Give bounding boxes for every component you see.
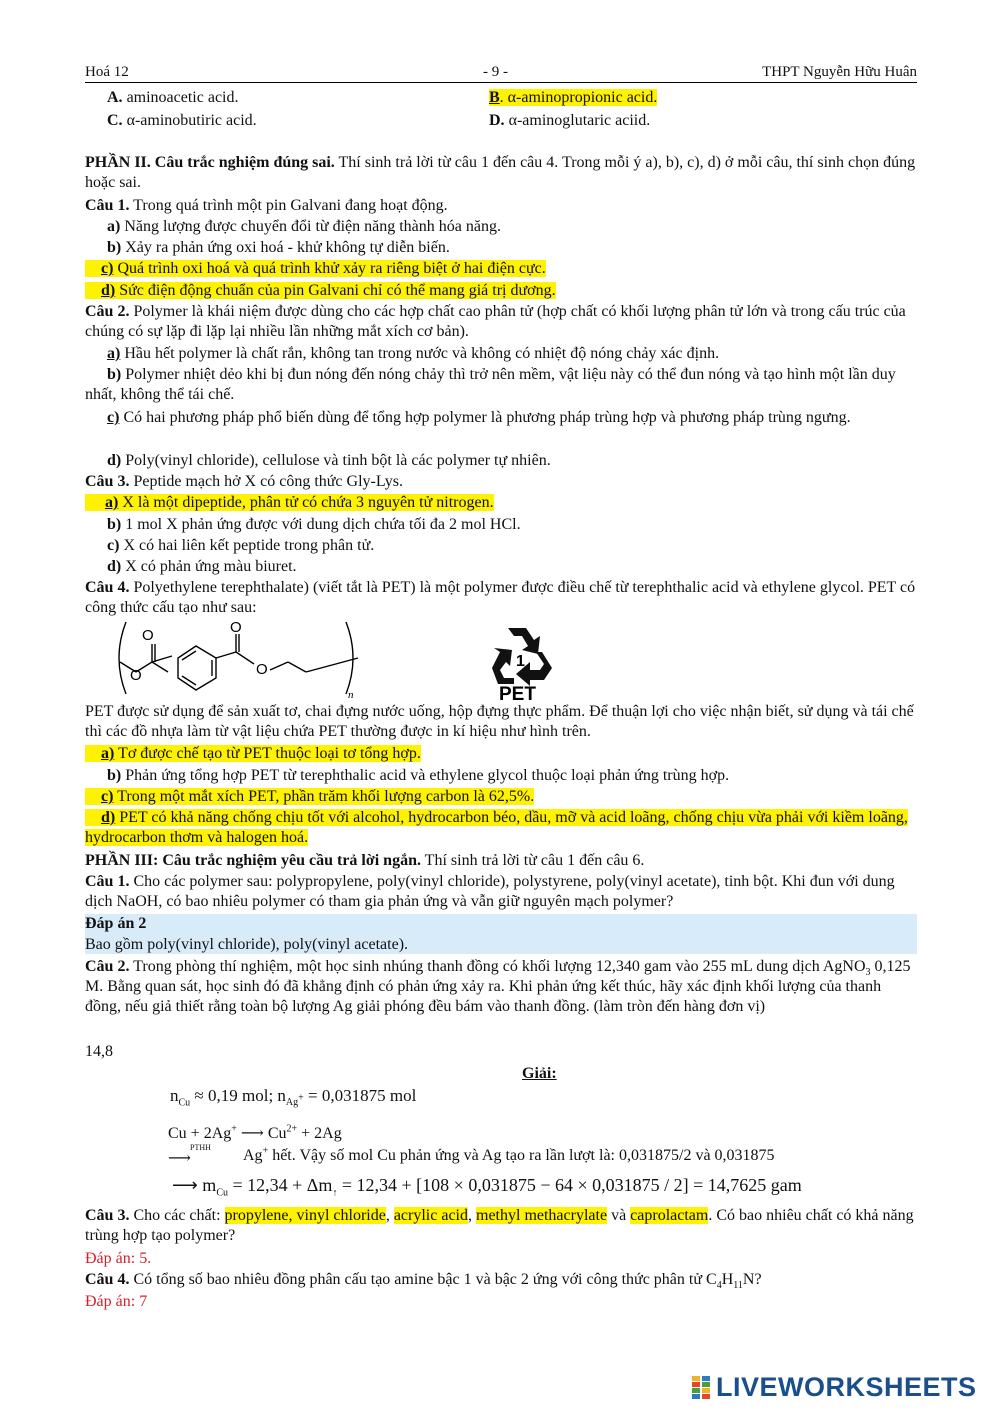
pthh-arrow: PTHH ⟶ [168, 1143, 211, 1167]
chem-highlight-3: methyl methacrylate [476, 1207, 608, 1224]
p3-q4-stem: Câu 4. Có tổng số bao nhiêu đồng phân cấu tạo amine bậc 1 và bậc 2 ứng với công thức phân tử $C_4H_{11}N$? [85, 1271, 762, 1292]
q4-b: b) Phản ứng tổng hợp PET từ terephthalic acid và ethylene glycol thuộc loại phản ứng trùng hợp. [107, 767, 730, 784]
p3-q1-answer-label: Đáp án 2 [85, 915, 147, 932]
part2-heading: PHẦN II. Câu trắc nghiệm đúng sai. Thí sinh trả lời từ câu 1 đến câu 4. Trong mỗi ý a), b), c), d) ở mỗi câu, thí sinh chọn đúng hoặc sai. [85, 154, 916, 191]
struct-oxygen-4: O [256, 661, 268, 678]
solution-line-1: $n_{Cu} \approx 0,19$ mol; $n_{Ag^+} = 0,031875$ mol [170, 1086, 417, 1109]
p3-q2-value: 14,8 [85, 1043, 113, 1060]
struct-oxygen-1: O [142, 627, 154, 644]
q4-c: c) Trong một mắt xích PET, phần trăm khối lượng carbon là 62,5%. [85, 787, 534, 807]
q3-stem: Câu 3. Peptide mạch hở X có công thức Gly-Lys. [85, 473, 403, 490]
option-d: D. α-aminoglutaric aciid. [489, 112, 651, 129]
recycle-number: 1 [516, 653, 525, 670]
q3-c: c) X có hai liên kết peptide trong phân tử. [107, 537, 375, 554]
header-subject: Hoá 12 [85, 64, 129, 80]
solution-line-4: ⟶ $m_{Cu} = 12,34 + \Delta m_↑ = 12,34 + [108 \times 0,031875 - 64 \times 0,031875 / 2] = 14,7625$ gam [172, 1175, 802, 1199]
q4-stem: Câu 4. Polyethylene terephthalate) (viết tắt là PET) là một polymer được điều chế từ terephthalic acid và ethylene glycol. PET có công thức cấu tạo như sau: [85, 579, 916, 616]
page-number: - 9 - [483, 64, 508, 80]
q4-a: a) Tơ được chế tạo từ PET thuộc loại tơ tổng hợp. [85, 744, 421, 764]
p3-q4-answer: Đáp án: 7 [85, 1293, 148, 1310]
q3-b: b) 1 mol X phản ứng được với dung dịch chứa tối đa 2 mol HCl. [107, 516, 521, 533]
q3-d: d) X có phản ứng màu biuret. [107, 558, 297, 575]
pet-recycle-icon [486, 622, 556, 704]
q3-a: a) X là một dipeptide, phân tử có chứa 3 nguyên tử nitrogen. [85, 493, 494, 513]
liveworksheets-watermark: LIVEWORKSHEETS [716, 1372, 977, 1402]
q1-a: a) Năng lượng được chuyển đổi từ điện năng thành hóa năng. [107, 218, 501, 235]
q2-a: a) Hầu hết polymer là chất rắn, không tan trong nước và không có nhiệt độ nóng chảy xác định. [107, 345, 720, 362]
pet-structure-diagram [108, 618, 368, 700]
chem-highlight-2: acrylic acid [393, 1207, 468, 1224]
option-c: C. α-aminobutiric acid. [107, 112, 257, 129]
q2-c: c) Có hai phương pháp phổ biến dùng để tổng hợp polymer là phương pháp trùng hợp và phương pháp trùng ngưng. [107, 409, 851, 426]
part3-heading: PHẦN III: Câu trắc nghiệm yêu cầu trả lời ngắn. Thí sinh trả lời từ câu 1 đến câu 6. [85, 852, 645, 869]
liveworksheets-logo-icon [692, 1376, 712, 1400]
solution-title: Giải: [522, 1065, 557, 1082]
q1-b: b) Xảy ra phản ứng oxi hoá - khử không tự diễn biến. [107, 239, 450, 256]
q1-stem: Câu 1. Trong quá trình một pin Galvani đang hoạt động. [85, 197, 448, 214]
q4-d: d) PET có khả năng chống chịu tốt với alcohol, hydrocarbon béo, dầu, mỡ và acid loãng, chống chịu vừa phải với kiềm loãng, hydrocarbon thơm và halogen hoá. [85, 809, 908, 846]
q2-d: d) Poly(vinyl chloride), cellulose và tinh bột là các polymer tự nhiên. [107, 452, 551, 469]
q4-after-text: PET được sử dụng để sản xuất tơ, chai đựng nước uống, hộp đựng thực phẩm. Để thuận lợi cho việc nhận biết, sử dụng và tái chế thì các đồ nhựa làm từ vật liệu chứa PET thường được in kí hiệu như hình trên. [85, 703, 914, 740]
header-rule [85, 82, 917, 83]
q1-d: d) Sức điện động chuẩn của pin Galvani chỉ có thể mang giá trị dương. [85, 281, 556, 301]
option-b: B. α-aminopropionic acid. [489, 89, 658, 106]
q2-b: b) Polymer nhiệt dẻo khi bị đun nóng đến nóng chảy thì trở nên mềm, vật liệu này có thể đun nóng và tạo hình một lần duy nhất, không thể tái chế. [85, 366, 896, 403]
option-a: A. aminoacetic acid. [107, 89, 239, 106]
p3-q2-stem: Câu 2. Trong phòng thí nghiệm, một học sinh nhúng thanh đồng có khối lượng 12,340 gam vào 255 mL dung dịch AgNO$_3$ 0,125 M. Bằng quan sát, học sinh đó đã khẳng định có phản ứng xảy ra. Khi phản ứng kết thúc, hãy xác định khối lượng của thanh đồng, nếu giả thiết rằng toàn bộ lượng Ag giải phóng đều bám vào thanh đồng. (làm tròn đến hàng đơn vị) [85, 958, 911, 1015]
struct-repeat-n: n [348, 689, 354, 700]
q2-stem: Câu 2. Polymer là khái niệm được dùng cho các hợp chất cao phân tử (hợp chất có khối lượng phân tử lớn và trong cấu trúc của chúng có sự lặp đi lặp lại nhiều lần những mắt xích cơ bản). [85, 303, 906, 340]
q1-c: c) Quá trình oxi hoá và quá trình khử xảy ra riêng biệt ở hai điện cực. [85, 259, 546, 279]
chem-highlight-1: propylene, vinyl chloride [224, 1207, 386, 1224]
p3-q3-answer: Đáp án: 5. [85, 1250, 152, 1267]
struct-oxygen-3: O [230, 619, 242, 636]
p3-q1-answer-text: Bao gồm poly(vinyl chloride), poly(vinyl acetate). [85, 936, 409, 953]
header-school: THPT Nguyễn Hữu Huân [762, 64, 917, 80]
struct-oxygen-2: O [130, 667, 142, 684]
p3-q1-stem: Câu 1. Cho các polymer sau: polypropylene, poly(vinyl chloride), polystyrene, poly(vinyl acetate), tinh bột. Khi đun với dung dịch NaOH, có bao nhiêu polymer có tham gia phản ứng và vẫn giữ nguyên mạch polymer? [85, 873, 895, 910]
solution-line-2: Cu + 2Ag+ ⟶ $Cu^{2+} + 2Ag$ [168, 1123, 342, 1142]
recycle-label: PET [499, 684, 536, 704]
p3-q3-stem: Câu 3. Cho các chất: propylene, vinyl chloride, acrylic acid, methyl methacrylate và caprolactam. Có bao nhiêu chất có khả năng trùng hợp tạo polymer? [85, 1207, 914, 1244]
solution-line-3: Ag+ hết. Vậy số mol Cu phản ứng và Ag tạo ra lần lượt là: 0,031875/2 và 0,031875 [243, 1145, 775, 1164]
chem-highlight-4: caprolactam [630, 1207, 709, 1224]
